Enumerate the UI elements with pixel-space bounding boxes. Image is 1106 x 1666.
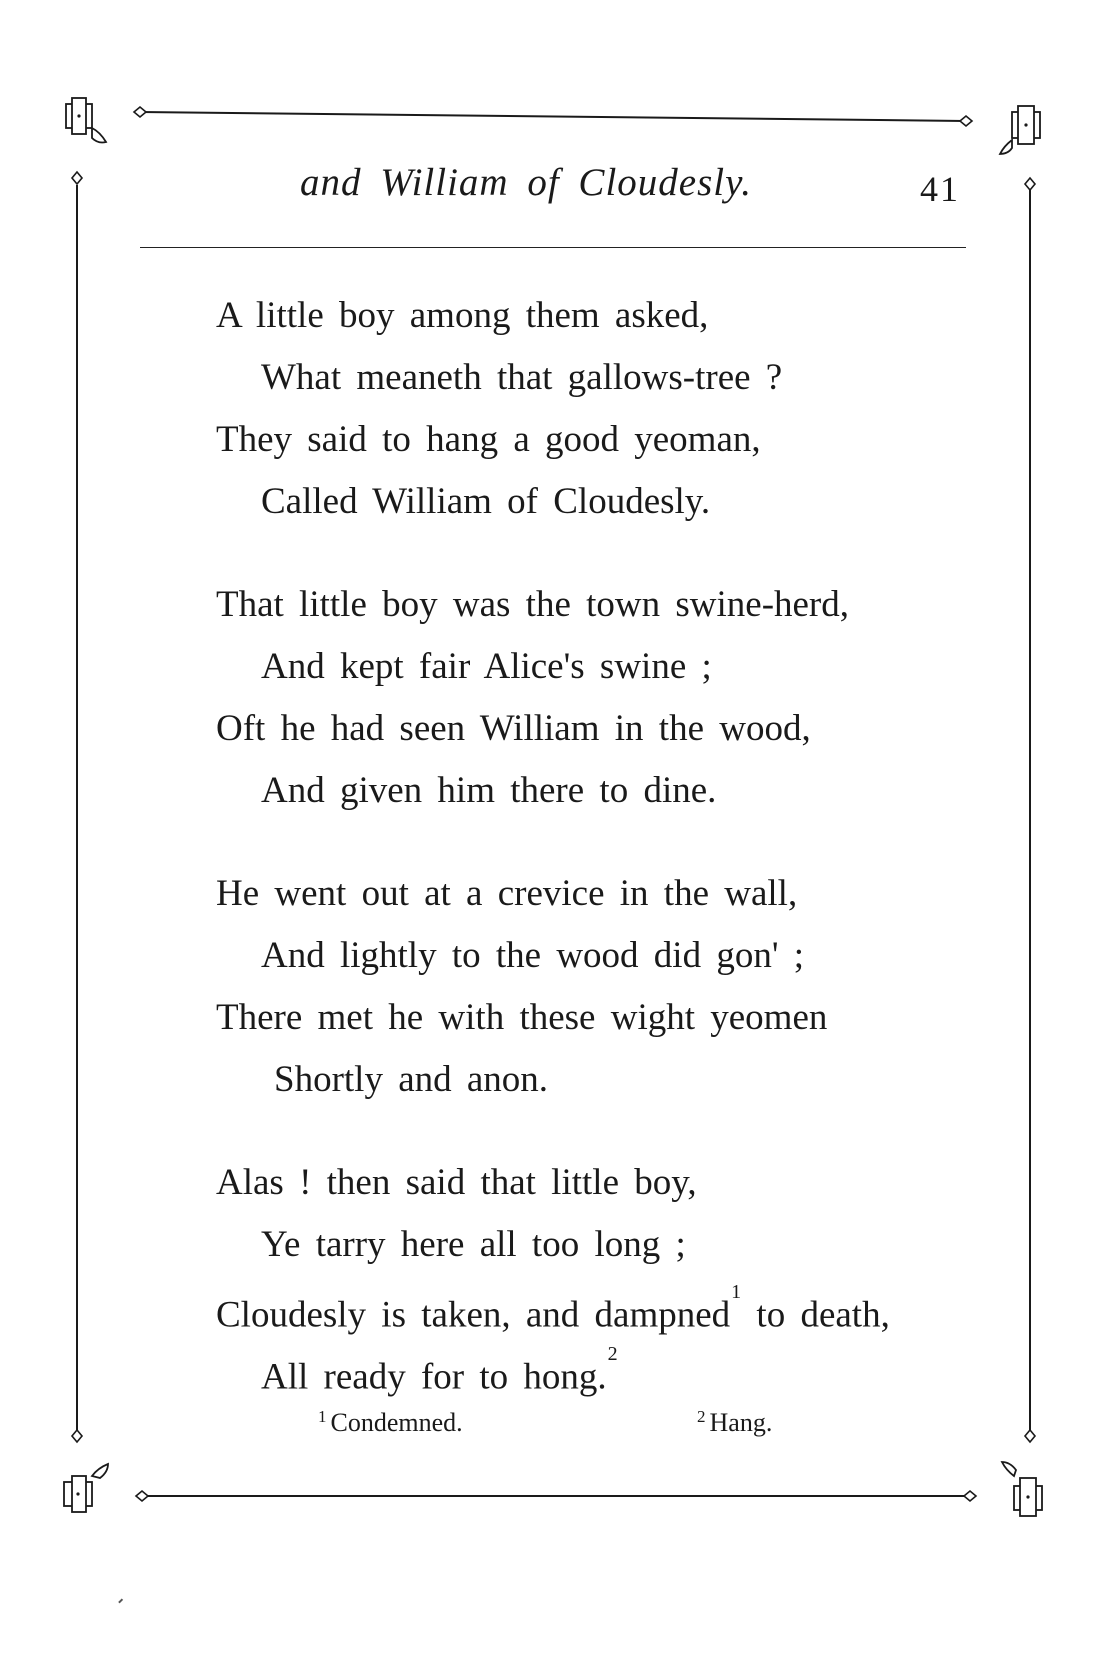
- verse-line: That little boy was the town swine-herd,: [216, 584, 850, 625]
- verse-line: They said to hang a good yeoman,: [216, 419, 761, 460]
- verse-line: Called William of Cloudesly.: [261, 481, 711, 522]
- verse-line: [216, 1281, 890, 1337]
- footnote-marker: 1: [318, 1407, 327, 1426]
- footnote-text: Hang.: [709, 1408, 773, 1437]
- verse-line: What meaneth that gallows-tree ?: [261, 357, 783, 398]
- footnote: [697, 1408, 772, 1438]
- verse-text: Cloudesly is taken, and dampned: [216, 1294, 731, 1336]
- verse-line: [261, 1343, 618, 1399]
- verse-line: And given him there to dine.: [261, 770, 717, 811]
- footnote-marker: 2: [697, 1407, 706, 1426]
- verse-line: Alas ! then said that little boy,: [216, 1162, 697, 1203]
- verse-text: to death,: [756, 1294, 890, 1336]
- footnote-text: Condemned.: [330, 1408, 463, 1437]
- verse-line: Shortly and anon.: [274, 1059, 549, 1100]
- verse-line: Oft he had seen William in the wood,: [216, 708, 811, 749]
- footnote-ref-1: 1: [731, 1281, 742, 1303]
- footnote: [318, 1408, 463, 1438]
- verse-line: And kept fair Alice's swine ;: [261, 646, 712, 687]
- verse-line: Ye tarry here all too long ;: [261, 1224, 686, 1265]
- verse-line: And lightly to the wood did gon' ;: [261, 935, 805, 976]
- verse-text: All ready for to hong.: [261, 1356, 607, 1398]
- footnote-ref-2: 2: [607, 1343, 618, 1365]
- verse-line: A little boy among them asked,: [216, 295, 709, 336]
- verse-line: There met he with these wight yeomen: [216, 997, 828, 1038]
- verse-line: He went out at a crevice in the wall,: [216, 873, 798, 914]
- header-rule: [140, 247, 966, 248]
- page-number: 41: [920, 169, 960, 209]
- running-title: and William of Cloudesly.: [300, 161, 753, 204]
